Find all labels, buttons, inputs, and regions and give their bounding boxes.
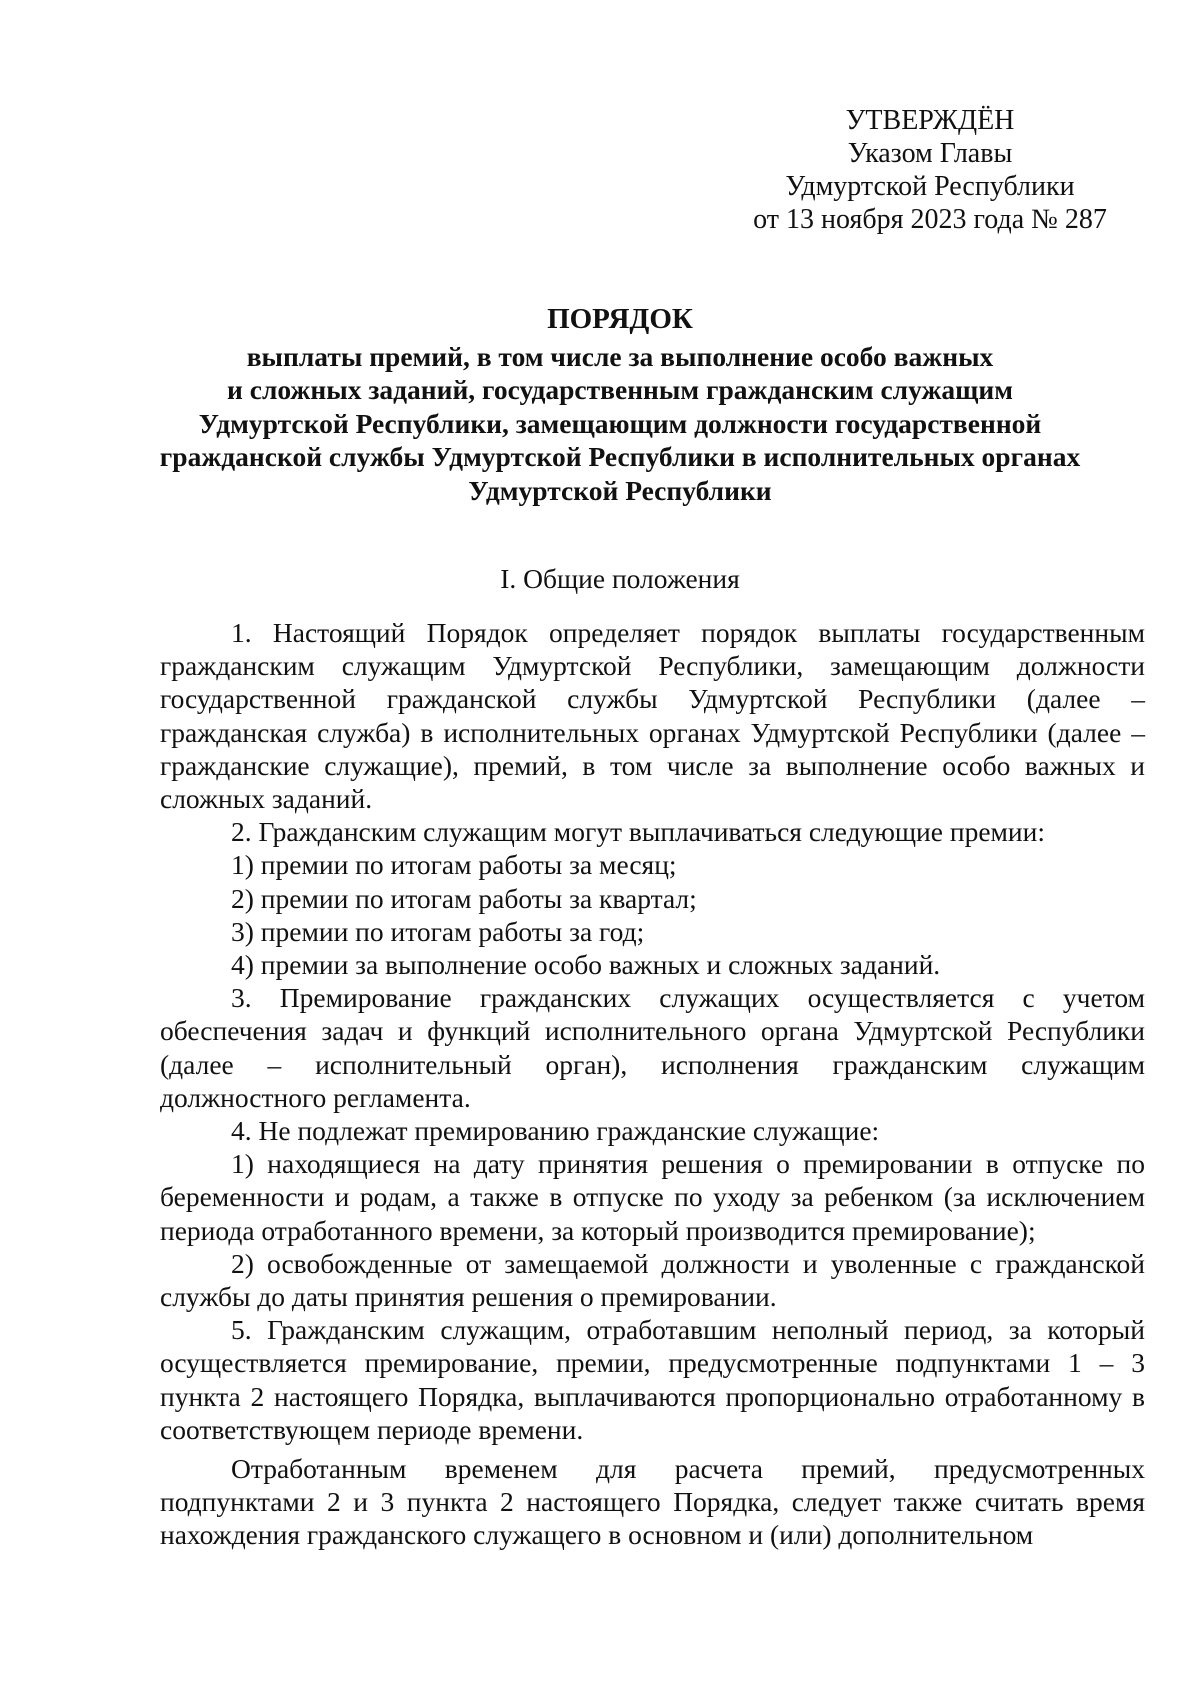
list-item: 2) премии по итогам работы за квартал; <box>231 882 697 914</box>
paragraph: 5. Гражданским служащим, отработавшим неполный период, за который осуществляется премирование, премии, предусмотренные подпунктами 1 – 3 пункта 2 настоящего Порядка, выплачиваются пропорционально отработанному в соответствующем периоде времени. <box>160 1314 1145 1445</box>
list-item: 1) находящиеся на дату принятия решения о премировании в отпуске по беременности и родам, а также в отпуске по уходу за ребенком (за исключением периода отработанного времени, за который производится премирование); <box>160 1148 1145 1246</box>
paragraph: 3. Премирование гражданских служащих осуществляется с учетом обеспечения задач и функций исполнительного органа Удмуртской Республики (далее – исполнительный орган), исполнения гражданским служащим должностного регламента. <box>160 982 1145 1113</box>
title-line: Удмуртской Республики, замещающим должности государственной <box>198 407 1042 439</box>
list-item: 2) освобожденные от замещаемой должности и уволенные с гражданской службы до даты принятия решения о премировании. <box>160 1247 1145 1313</box>
paragraph: 4. Не подлежат премированию гражданские служащие: <box>231 1115 880 1147</box>
title-line: выплаты премий, в том числе за выполнение особо важных <box>246 340 994 372</box>
title-heading: ПОРЯДОК <box>547 303 693 335</box>
approval-decree: Указом Главы <box>847 138 1013 169</box>
paragraph: 1. Настоящий Порядок определяет порядок выплаты государственным гражданским служащим Удмуртской Республики, замещающим должности государственной гражданской службы Удмуртской Республики (далее – гражданская служба) в исполнительных органах Удмуртской Республики (далее – гражданские служащие), премий, в том числе за выполнение особо важных и сложных заданий. <box>160 617 1145 815</box>
paragraph: Отработанным временем для расчета премий, предусмотренных подпунктами 2 и 3 пункта 2 настоящего Порядка, следует также считать время нахождения гражданского служащего в основном и (или) дополнительном <box>160 1453 1145 1551</box>
title-line: гражданской службы Удмуртской Республики в исполнительных органах <box>159 441 1081 472</box>
list-item: 1) премии по итогам работы за месяц; <box>231 849 677 881</box>
document-title <box>120 303 1120 507</box>
title-line: Удмуртской Республики <box>468 474 772 506</box>
list-item: 3) премии по итогам работы за год; <box>231 915 645 947</box>
document-body <box>160 616 1145 1552</box>
list-item: 4) премии за выполнение особо важных и сложных заданий. <box>231 949 941 981</box>
approval-status: УТВЕРЖДЁН <box>845 105 1015 136</box>
paragraph: 2. Гражданским служащим могут выплачиваться следующие премии: <box>231 816 1046 848</box>
approval-stamp <box>750 104 1110 236</box>
approval-republic: Удмуртской Республики <box>785 171 1075 202</box>
title-line: и сложных заданий, государственным гражданским служащим <box>227 374 1013 405</box>
section-heading: I. Общие положения <box>500 563 740 594</box>
approval-date: от 13 ноября 2023 года № 287 <box>753 204 1107 235</box>
